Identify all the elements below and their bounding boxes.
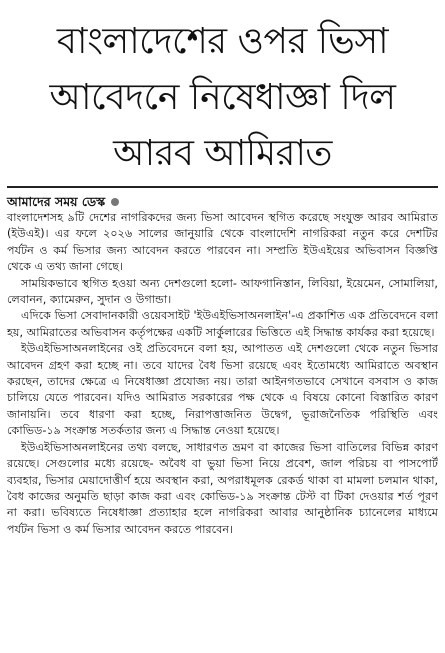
byline-text: আমাদের সময় ডেস্ক xyxy=(7,194,106,209)
paragraph: ইউএইভিসাঅনলাইনের তথ্য বলছে, সাধারণত ভ্রমণ বা কাজের ভিসা বাতিলের বিভিন্ন কারণ রয়েছে। সেগুলোর মধ্যে রয়েছে- অবৈধ বা ভুয়া ভিসা নিয়ে প্রবেশ, জাল পরিচয় বা পাসপোর্ট ব্যবহার, ভিসার মেয়াদোত্তীর্ণ হয়ে অবস্থান করা, অপরাধমূলক রেকর্ড থাকা বা মামলা চলমান থাকা, বৈধ কাজের অনুমতি ছাড়া কাজ করা এবং কোভিড-১৯ সংক্রান্ত টেস্ট বা টিকা দেওয়ার শর্ত পূরণ না করা। ভবিষ্যতে নিষেধাজ্ঞা প্রত্যাহার হলে নাগরিকরা আবার আনুষ্ঠানিক চ্যানেলের মাধ্যমে পর্যটন ভিসা ও কর্ম ভিসার আবেদন করতে পারবেন। xyxy=(7,440,438,536)
paragraph: সাময়িকভাবে স্থগিত হওয়া অন্য দেশগুলো হলো- আফগানিস্তান, লিবিয়া, ইয়েমেন, সোমালিয়া, লেবানন, ক্যামেরুন, সুদান ও উগান্ডা। xyxy=(7,276,438,307)
paragraph: ইউএইভিসাঅনলাইনের ওই প্রতিবেদনে বলা হয়, আপাতত এই দেশগুলো থেকে নতুন ভিসার আবেদন গ্রহণ করা হচ্ছে না। তবে যাদের বৈধ ভিসা রয়েছে এবং ইতোমধ্যে আমিরাতে অবস্থান করছেন, তাদের ক্ষেত্রে এ নিষেধাজ্ঞা প্রযোজ্য নয়। তারা আইনগতভাবে সেখানে বসবাস ও কাজ চালিয়ে যেতে পারবেন। যদিও আমিরাত সরকারের পক্ষ থেকে এ বিষয়ে কোনো বিস্তারিত কারণ জানায়নি। তবে ধারণা করা হচ্ছে, নিরাপত্তাজনিত উদ্বেগ, ভূরাজনৈতিক পরিস্থিতি এবং কোভিড-১৯ সংক্রান্ত সতর্কতার জন্য এ সিদ্ধান্ত নেওয়া হয়েছে। xyxy=(7,342,438,438)
headline-rule xyxy=(7,186,438,188)
bullet-icon xyxy=(111,198,119,206)
paragraph: বাংলাদেশসহ ৯টি দেশের নাগরিকদের জন্য ভিসা আবেদন স্থগিত করেছে সংযুক্ত আরব আমিরাত (ইউএই)। এর ফলে ২০২৬ সালের জানুয়ারি থেকে বাংলাদেশি নাগরিকরা নতুন করে দেশটির পর্যটন ও কর্ম ভিসার জন্য আবেদন করতে পারবেন না। সম্প্রতি ইউএইয়ের অভিবাসন বিজ্ঞপ্তি থেকে এ তথ্য জানা গেছে। xyxy=(7,211,438,274)
headline: বাংলাদেশের ওপর ভিসা আবেদনে নিষেধাজ্ঞা দিল আরব আমিরাত xyxy=(49,21,396,174)
byline xyxy=(7,194,438,210)
paragraph: এদিকে ভিসা সেবাদানকারী ওয়েবসাইট 'ইউএইভিসাঅনলাইন'-এ প্রকাশিত এক প্রতিবেদনে বলা হয়, আমিরাতের অভিবাসন কর্তৃপক্ষের একটি সার্কুলারের ভিত্তিতে এই সিদ্ধান্ত কার্যকর করা হয়েছে। xyxy=(7,309,438,339)
article-body xyxy=(7,210,438,538)
